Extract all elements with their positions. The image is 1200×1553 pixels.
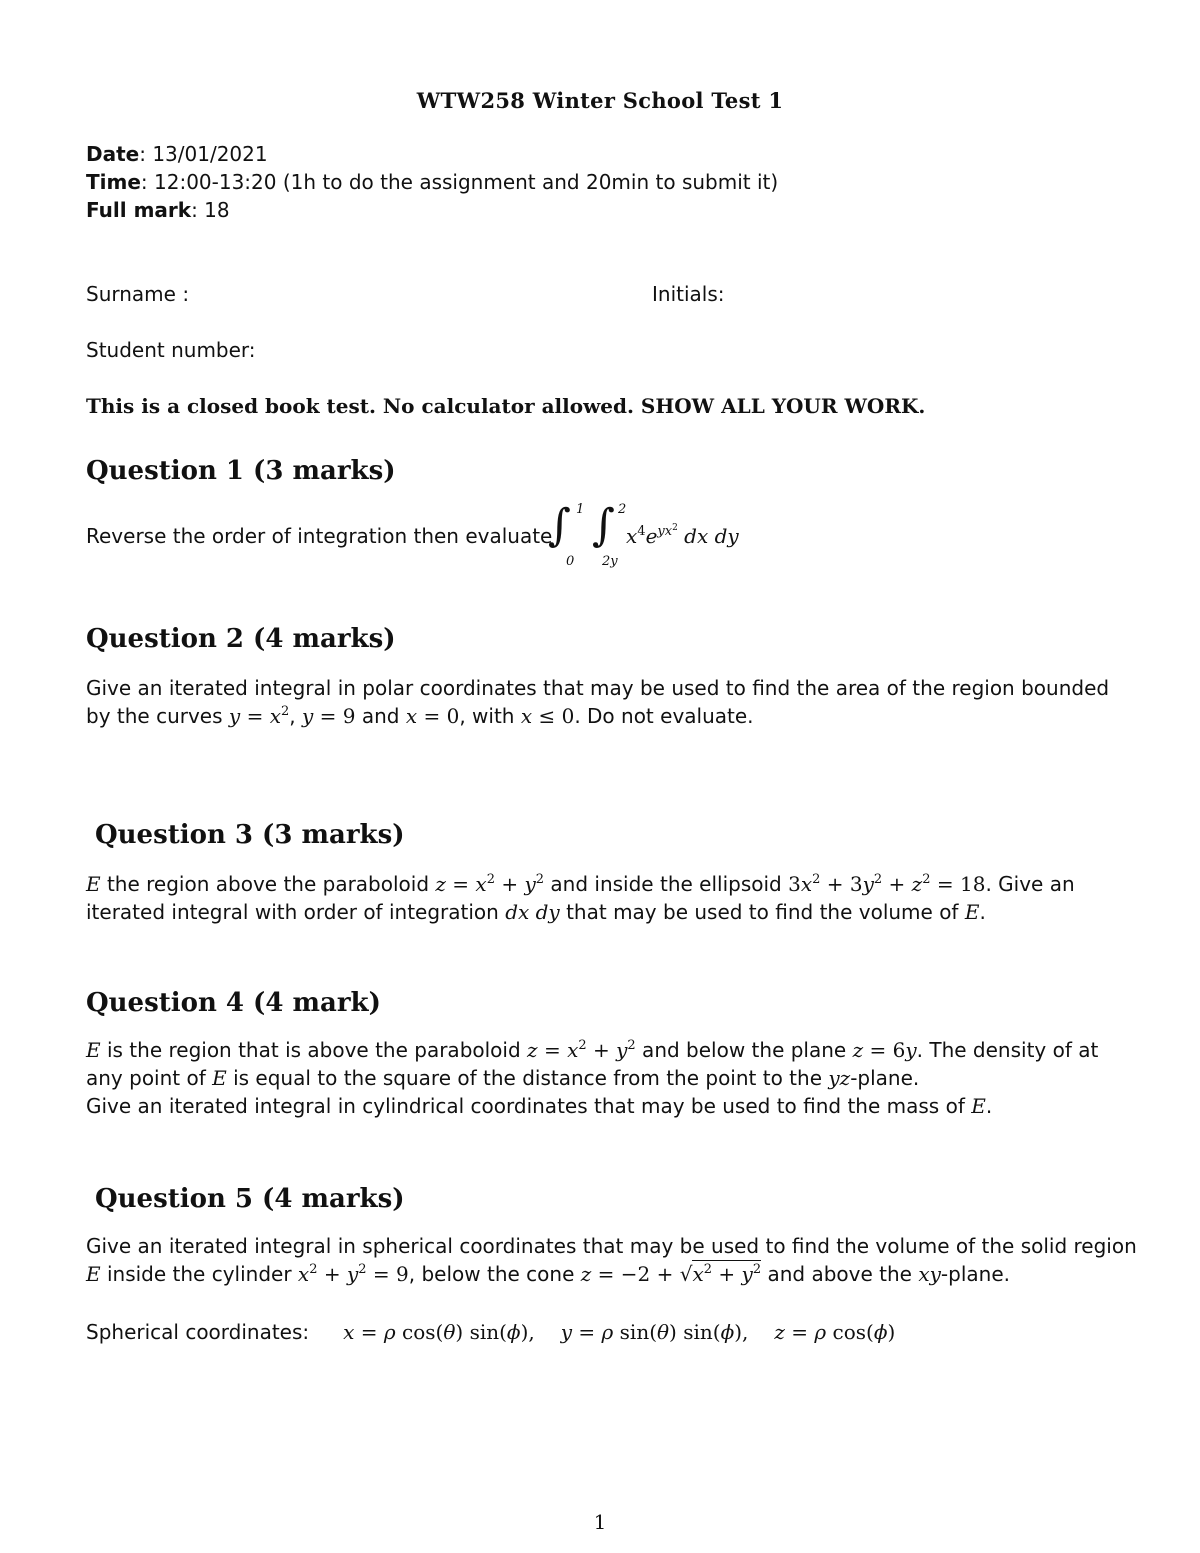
initials-field: Initials:	[652, 282, 725, 306]
date-line	[86, 142, 268, 166]
date-value: : 13/01/2021	[139, 142, 268, 166]
question-4-line-3-text: Give an iterated integral in cylindrical coordinates that may be used to find the mass of	[86, 1094, 965, 1118]
question-3-line-1: E the region above the paraboloid $z = x^2 + y^2$ and inside the ellipsoid $3x^2 + 3y^2 + z^2 = 18$. Give an	[86, 872, 1075, 896]
question-3-line-2: iterated integral with order of integration dx dy that may be used to find the volume of E.	[86, 900, 986, 924]
question-5-line-1: Give an iterated integral in spherical coordinates that may be used to find the volume of the solid region	[86, 1234, 1137, 1258]
date-label: Date	[86, 142, 140, 166]
question-2-heading: Question 2 (4 marks)	[86, 624, 396, 654]
full-mark-line	[86, 198, 230, 222]
full-mark-value: : 18	[191, 198, 230, 222]
surname-field: Surname :	[86, 282, 190, 306]
page-title: WTW258 Winter School Test 1	[416, 88, 784, 113]
question-5-line-2: E inside the cylinder $x^2 + y^2 = 9$, below the cone $z = -2 + √x^2 + y^2$ and above the xy-plane.	[86, 1262, 1010, 1286]
question-5-heading: Question 5 (4 marks)	[95, 1184, 405, 1214]
time-line	[86, 170, 778, 194]
time-value: : 12:00-13:20 (1h to do the assignment and 20min to submit it)	[140, 170, 779, 194]
full-mark-label: Full mark	[86, 198, 192, 222]
spherical-label: Spherical coordinates:	[86, 1320, 310, 1344]
page-number: 1	[593, 1510, 607, 1534]
question-3-heading: Question 3 (3 marks)	[95, 820, 405, 850]
question-1-heading: Question 1 (3 marks)	[86, 456, 396, 486]
spherical-coordinates-line: Spherical coordinates: x = ρ cos(θ) sin(ϕ), y = ρ sin(θ) sin(ϕ), z = ρ cos(ϕ)	[86, 1320, 896, 1344]
question-1-text: Reverse the order of integration then evaluate	[86, 524, 553, 548]
question-4-line-3: Give an iterated integral in cylindrical coordinates that may be used to find the mass of E.	[86, 1094, 993, 1118]
student-number-field: Student number:	[86, 338, 256, 362]
question-4-line-1: E is the region that is above the paraboloid $z = x^2 + y^2$ and below the plane z = 6y. The density of at	[86, 1038, 1099, 1062]
time-label: Time	[86, 170, 141, 194]
exam-notice: This is a closed book test. No calculator allowed. SHOW ALL YOUR WORK.	[86, 394, 926, 418]
question-2-line-1: Give an iterated integral in polar coordinates that may be used to find the area of the region bounded	[86, 676, 1110, 700]
question-4-line-2: any point of E is equal to the square of the distance from the point to the yz-plane.	[86, 1066, 920, 1090]
question-4-heading: Question 4 (4 mark)	[86, 988, 381, 1018]
question-2-line-2: by the curves $y = x^2$, y = 9 and x = 0, with x ≤ 0. Do not evaluate.	[86, 704, 754, 728]
